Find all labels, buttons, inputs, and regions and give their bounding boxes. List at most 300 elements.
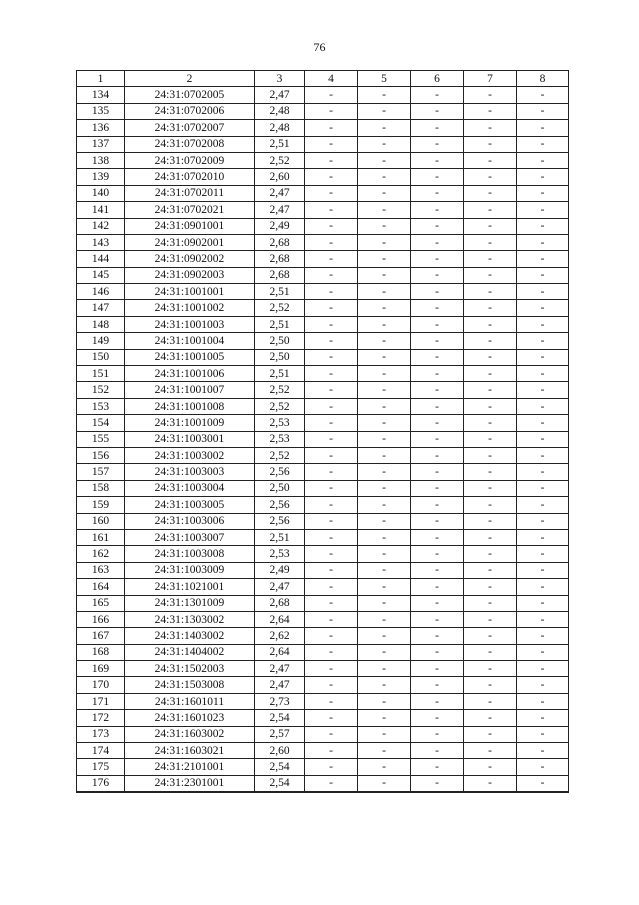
table-cell: -	[517, 775, 569, 792]
table-cell: -	[464, 103, 517, 119]
table-cell: -	[411, 415, 464, 431]
table-cell: 24:31:0702011	[125, 185, 255, 201]
table-cell: 162	[77, 546, 125, 562]
table-cell: 2,47	[255, 202, 305, 218]
table-cell: -	[464, 284, 517, 300]
table-row	[77, 366, 569, 382]
table-cell: 176	[77, 775, 125, 792]
table-cell: 24:31:1003003	[125, 464, 255, 480]
table-cell: -	[305, 661, 358, 677]
table-header-row	[77, 71, 569, 87]
table-cell: -	[464, 169, 517, 185]
table-row	[77, 611, 569, 627]
table-cell: 2,53	[255, 546, 305, 562]
table-cell: 24:31:1001009	[125, 415, 255, 431]
table-cell: -	[411, 628, 464, 644]
table-cell: -	[517, 87, 569, 103]
table-cell: 24:31:1003005	[125, 497, 255, 513]
table-cell: -	[305, 464, 358, 480]
table-row	[77, 710, 569, 726]
table-cell: -	[464, 136, 517, 152]
table-row	[77, 529, 569, 545]
table-cell: 24:31:1001003	[125, 316, 255, 332]
table-cell: 173	[77, 726, 125, 742]
table-cell: -	[464, 447, 517, 463]
table-cell: -	[358, 595, 411, 611]
table-cell: -	[517, 382, 569, 398]
table-cell: 24:31:1001008	[125, 398, 255, 414]
table-cell: 2,50	[255, 480, 305, 496]
table-cell: -	[358, 759, 411, 775]
table-cell: -	[305, 218, 358, 234]
table-cell: -	[411, 333, 464, 349]
table-cell: -	[517, 120, 569, 136]
column-header: 3	[255, 71, 305, 87]
table-cell: 161	[77, 529, 125, 545]
table-cell: -	[517, 218, 569, 234]
table-cell: -	[411, 497, 464, 513]
table-cell: -	[464, 382, 517, 398]
table-cell: -	[411, 398, 464, 414]
table-cell: -	[305, 415, 358, 431]
table-cell: -	[464, 251, 517, 267]
table-cell: -	[517, 398, 569, 414]
table-cell: 2,64	[255, 611, 305, 627]
table-cell: -	[305, 628, 358, 644]
table-cell: 142	[77, 218, 125, 234]
table-cell: 24:31:1403002	[125, 628, 255, 644]
table-cell: 141	[77, 202, 125, 218]
table-cell: 154	[77, 415, 125, 431]
table-row	[77, 202, 569, 218]
table-cell: 2,51	[255, 316, 305, 332]
table-row	[77, 284, 569, 300]
table-cell: -	[358, 382, 411, 398]
table-cell: -	[411, 529, 464, 545]
table-cell: -	[305, 349, 358, 365]
table-cell: -	[464, 464, 517, 480]
table-cell: 2,51	[255, 366, 305, 382]
table-cell: -	[517, 710, 569, 726]
table-cell: -	[517, 726, 569, 742]
table-cell: 24:31:0901001	[125, 218, 255, 234]
table-cell: 24:31:1601011	[125, 693, 255, 709]
table-row	[77, 693, 569, 709]
table-cell: -	[305, 169, 358, 185]
table-row	[77, 169, 569, 185]
table-cell: -	[358, 431, 411, 447]
table-cell: 164	[77, 579, 125, 595]
table-cell: -	[517, 447, 569, 463]
table-cell: 24:31:1301009	[125, 595, 255, 611]
table-row	[77, 398, 569, 414]
table-cell: -	[358, 152, 411, 168]
table-cell: -	[305, 595, 358, 611]
table-cell: 24:31:0702007	[125, 120, 255, 136]
table-cell: -	[305, 120, 358, 136]
table-cell: -	[464, 611, 517, 627]
table-cell: 24:31:1502003	[125, 661, 255, 677]
table-cell: -	[464, 759, 517, 775]
table-cell: -	[411, 300, 464, 316]
table-cell: -	[411, 759, 464, 775]
table-cell: -	[517, 300, 569, 316]
table-cell: -	[464, 431, 517, 447]
table-row	[77, 300, 569, 316]
table-cell: -	[464, 513, 517, 529]
table-cell: 24:31:0702010	[125, 169, 255, 185]
table-cell: -	[411, 136, 464, 152]
table-cell: 24:31:1003002	[125, 447, 255, 463]
table-cell: 24:31:0702021	[125, 202, 255, 218]
table-cell: 167	[77, 628, 125, 644]
table-cell: 2,49	[255, 218, 305, 234]
table-cell: -	[517, 152, 569, 168]
column-header: 7	[464, 71, 517, 87]
table-cell: 2,68	[255, 234, 305, 250]
table-cell: -	[411, 562, 464, 578]
table-cell: -	[411, 775, 464, 792]
table-cell: -	[358, 169, 411, 185]
table-row	[77, 349, 569, 365]
table-cell: 155	[77, 431, 125, 447]
table-cell: 137	[77, 136, 125, 152]
table-cell: -	[411, 726, 464, 742]
table-row	[77, 644, 569, 660]
table-row	[77, 382, 569, 398]
data-table	[76, 70, 569, 793]
table-cell: 2,56	[255, 497, 305, 513]
table-row	[77, 316, 569, 332]
table-cell: 2,60	[255, 743, 305, 759]
table-cell: 153	[77, 398, 125, 414]
table-cell: -	[358, 136, 411, 152]
table-row	[77, 87, 569, 103]
page-number: 76	[313, 40, 326, 54]
table-cell: -	[358, 677, 411, 693]
table-cell: -	[411, 743, 464, 759]
table-row	[77, 513, 569, 529]
table-cell: -	[358, 103, 411, 119]
table-row	[77, 743, 569, 759]
table-cell: -	[517, 644, 569, 660]
table-cell: -	[358, 267, 411, 283]
table-row	[77, 136, 569, 152]
table-cell: -	[305, 579, 358, 595]
table-row	[77, 480, 569, 496]
table-cell: -	[305, 513, 358, 529]
table-cell: -	[464, 726, 517, 742]
table-cell: 136	[77, 120, 125, 136]
table-cell: -	[305, 251, 358, 267]
table-cell: -	[411, 185, 464, 201]
table-cell: -	[411, 366, 464, 382]
table-cell: -	[305, 775, 358, 792]
table-cell: -	[305, 202, 358, 218]
table-cell: 2,50	[255, 349, 305, 365]
table-cell: -	[358, 349, 411, 365]
table-row	[77, 103, 569, 119]
table-cell: -	[517, 136, 569, 152]
table-row	[77, 661, 569, 677]
table-row	[77, 120, 569, 136]
table-cell: -	[358, 513, 411, 529]
table-cell: -	[305, 480, 358, 496]
table-cell: 172	[77, 710, 125, 726]
table-row	[77, 497, 569, 513]
table-cell: -	[517, 562, 569, 578]
table-cell: -	[305, 398, 358, 414]
table-cell: -	[464, 234, 517, 250]
table-cell: 151	[77, 366, 125, 382]
table-cell: -	[305, 546, 358, 562]
table-cell: 135	[77, 103, 125, 119]
column-header: 4	[305, 71, 358, 87]
table-cell: 134	[77, 87, 125, 103]
table-cell: -	[411, 546, 464, 562]
table-cell: -	[517, 169, 569, 185]
table-cell: -	[411, 431, 464, 447]
table-cell: -	[305, 333, 358, 349]
table-cell: 2,68	[255, 251, 305, 267]
table-cell: -	[517, 284, 569, 300]
table-row	[77, 447, 569, 463]
table-cell: 158	[77, 480, 125, 496]
table-cell: -	[464, 398, 517, 414]
table-cell: -	[411, 611, 464, 627]
table-cell: -	[517, 333, 569, 349]
table-cell: -	[358, 529, 411, 545]
table-cell: -	[517, 513, 569, 529]
table-cell: 2,68	[255, 267, 305, 283]
table-cell: -	[517, 415, 569, 431]
table-cell: -	[464, 267, 517, 283]
table-cell: 2,52	[255, 152, 305, 168]
table-cell: -	[411, 661, 464, 677]
table-cell: -	[358, 579, 411, 595]
table-cell: 24:31:1001001	[125, 284, 255, 300]
table-cell: 24:31:0702005	[125, 87, 255, 103]
table-cell: -	[411, 595, 464, 611]
table-cell: 152	[77, 382, 125, 398]
table-cell: 2,47	[255, 661, 305, 677]
table-cell: -	[517, 316, 569, 332]
table-cell: -	[464, 349, 517, 365]
table-cell: 2,48	[255, 103, 305, 119]
table-cell: -	[517, 546, 569, 562]
table-row	[77, 415, 569, 431]
table-cell: -	[358, 546, 411, 562]
table-cell: 24:31:1001004	[125, 333, 255, 349]
table-row	[77, 267, 569, 283]
table-cell: -	[305, 366, 358, 382]
table-cell: -	[517, 497, 569, 513]
table-cell: -	[411, 513, 464, 529]
table-cell: 24:31:1001007	[125, 382, 255, 398]
table-cell: -	[411, 644, 464, 660]
table-cell: 2,52	[255, 398, 305, 414]
table-cell: 24:31:0902002	[125, 251, 255, 267]
table-cell: 2,68	[255, 595, 305, 611]
table-cell: -	[411, 152, 464, 168]
table-cell: 24:31:1003009	[125, 562, 255, 578]
table-cell: -	[305, 759, 358, 775]
table-cell: -	[517, 480, 569, 496]
table-cell: -	[517, 431, 569, 447]
table-cell: 2,53	[255, 415, 305, 431]
table-row	[77, 218, 569, 234]
table-cell: -	[464, 529, 517, 545]
table-cell: 174	[77, 743, 125, 759]
table-cell: -	[358, 710, 411, 726]
table-cell: 24:31:2101001	[125, 759, 255, 775]
table-cell: -	[464, 87, 517, 103]
table-cell: -	[517, 595, 569, 611]
table-row	[77, 152, 569, 168]
table-cell: -	[517, 611, 569, 627]
table-cell: 2,47	[255, 677, 305, 693]
table-cell: 143	[77, 234, 125, 250]
table-cell: 24:31:1003006	[125, 513, 255, 529]
table-cell: -	[358, 775, 411, 792]
table-cell: -	[517, 579, 569, 595]
column-header: 2	[125, 71, 255, 87]
table-cell: 147	[77, 300, 125, 316]
table-cell: -	[411, 579, 464, 595]
table-cell: -	[305, 644, 358, 660]
table-cell: -	[358, 87, 411, 103]
table-cell: 2,64	[255, 644, 305, 660]
table-cell: -	[411, 103, 464, 119]
table-cell: 24:31:1003004	[125, 480, 255, 496]
table-cell: 24:31:1601023	[125, 710, 255, 726]
table-row	[77, 234, 569, 250]
table-cell: -	[411, 267, 464, 283]
table-cell: 2,56	[255, 513, 305, 529]
table-cell: -	[358, 415, 411, 431]
table-cell: 148	[77, 316, 125, 332]
table-cell: -	[464, 300, 517, 316]
table-cell: -	[411, 87, 464, 103]
table-row	[77, 562, 569, 578]
table-cell: -	[411, 316, 464, 332]
table-cell: -	[464, 644, 517, 660]
table-cell: 2,51	[255, 136, 305, 152]
table-cell: 2,52	[255, 300, 305, 316]
table-cell: -	[358, 316, 411, 332]
table-cell: -	[358, 726, 411, 742]
table-cell: 166	[77, 611, 125, 627]
table-cell: 2,53	[255, 431, 305, 447]
table-cell: -	[305, 152, 358, 168]
table-cell: -	[411, 251, 464, 267]
table-cell: -	[464, 677, 517, 693]
table-cell: -	[358, 743, 411, 759]
table-cell: -	[305, 743, 358, 759]
table-body	[77, 87, 569, 792]
table-cell: 150	[77, 349, 125, 365]
table-cell: -	[464, 710, 517, 726]
table-cell: 171	[77, 693, 125, 709]
table-cell: -	[358, 497, 411, 513]
table-cell: -	[358, 562, 411, 578]
table-row	[77, 546, 569, 562]
table-cell: -	[464, 218, 517, 234]
table-cell: -	[411, 677, 464, 693]
table-cell: -	[358, 398, 411, 414]
table-cell: -	[305, 726, 358, 742]
table-cell: 24:31:1021001	[125, 579, 255, 595]
table-cell: -	[358, 234, 411, 250]
table-row	[77, 759, 569, 775]
table-cell: 156	[77, 447, 125, 463]
table-cell: -	[305, 136, 358, 152]
table-cell: -	[464, 152, 517, 168]
table-cell: -	[464, 366, 517, 382]
table-cell: -	[411, 480, 464, 496]
table-row	[77, 333, 569, 349]
table-cell: -	[411, 464, 464, 480]
table-cell: -	[358, 300, 411, 316]
table-cell: 24:31:0702006	[125, 103, 255, 119]
table-cell: 144	[77, 251, 125, 267]
table-cell: -	[517, 185, 569, 201]
table-cell: 2,51	[255, 284, 305, 300]
table-cell: -	[464, 595, 517, 611]
table-cell: -	[305, 300, 358, 316]
table-cell: -	[305, 234, 358, 250]
table-cell: -	[305, 497, 358, 513]
column-header: 1	[77, 71, 125, 87]
table-cell: -	[358, 284, 411, 300]
table-cell: -	[464, 415, 517, 431]
table-cell: 159	[77, 497, 125, 513]
column-header: 6	[411, 71, 464, 87]
table-row	[77, 579, 569, 595]
table-cell: -	[305, 693, 358, 709]
table-cell: 2,54	[255, 775, 305, 792]
table-cell: -	[517, 202, 569, 218]
table-cell: 145	[77, 267, 125, 283]
table-cell: 140	[77, 185, 125, 201]
table-cell: -	[517, 677, 569, 693]
table-cell: 139	[77, 169, 125, 185]
table-row	[77, 775, 569, 792]
table-cell: -	[305, 382, 358, 398]
table-cell: 2,73	[255, 693, 305, 709]
table-cell: 24:31:1001005	[125, 349, 255, 365]
table-cell: 2,60	[255, 169, 305, 185]
table-cell: -	[305, 103, 358, 119]
table-cell: -	[358, 120, 411, 136]
table-row	[77, 628, 569, 644]
table-cell: 24:31:0902003	[125, 267, 255, 283]
table-cell: 2,50	[255, 333, 305, 349]
table-cell: -	[464, 202, 517, 218]
table-cell: -	[305, 710, 358, 726]
table-cell: -	[305, 562, 358, 578]
table-cell: -	[464, 120, 517, 136]
table-cell: -	[411, 447, 464, 463]
table-cell: -	[464, 333, 517, 349]
table-cell: -	[305, 447, 358, 463]
table-cell: -	[464, 316, 517, 332]
table-cell: -	[411, 218, 464, 234]
table-cell: -	[464, 628, 517, 644]
table-cell: -	[358, 251, 411, 267]
table-cell: 24:31:1001002	[125, 300, 255, 316]
table-cell: -	[464, 562, 517, 578]
